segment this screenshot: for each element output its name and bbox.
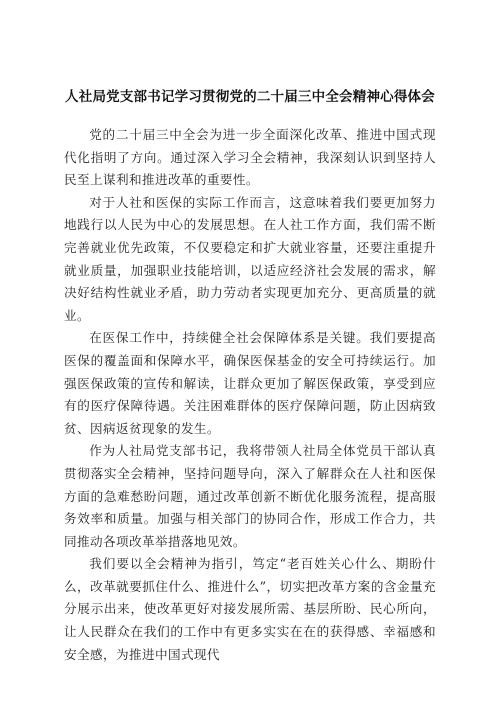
- document-body: [64, 124, 436, 666]
- paragraph-4: 作为人社局党支部书记，我将带领人社局全体党员干部认真贯彻落实全会精神，坚持问题导向，深入了解群众在人社和医保方面的急难愁盼问题，通过改革创新不断优化服务流程，提高服务效率和质量。加强与相关部门的协同合作，形成工作合力，共同推动各项改革举措落地见效。: [64, 443, 436, 549]
- paragraph-1: 党的二十届三中全会为进一步全面深化改革、推进中国式现代化指明了方向。通过深入学习全会精神，我深刻认识到坚持人民至上谋利和推进改革的重要性。: [64, 127, 436, 188]
- paragraph-5: 我们要以全会精神为指引，笃定“老百姓关心什么、期盼什么，改革就要抓住什么、推进什么”，切实把改革方案的含金量充分展示出来，使改革更好对接发展所需、基层所盼、民心所向，让人民群众在我们的工作中有更多实实在在的获得感、幸福感和安全感，为推进中国式现代: [64, 556, 436, 662]
- paragraph-2: 对于人社和医保的实际工作而言，这意味着我们要更加努力地践行以人民为中心的发展思想。在人社工作方面，我们需不断完善就业优先政策，不仅要稳定和扩大就业容量，还要注重提升就业质量，加强职业技能培训，以适应经济社会发展的需求，解决好结构性就业矛盾，助力劳动者实现更加充分、更高质量的就业。: [64, 194, 436, 323]
- document-title: 人社局党支部书记学习贯彻党的二十届三中全会精神心得体会: [65, 89, 435, 105]
- paragraph-3: 在医保工作中，持续健全社会保障体系是关键。我们要提高医保的覆盖面和保障水平，确保医保基金的安全可持续运行。加强医保政策的宣传和解读，让群众更加了解医保政策，享受到应有的医疗保障待遇。关注困难群体的医疗保障问题，防止因病致贫、因病返贫现象的发生。: [64, 330, 436, 436]
